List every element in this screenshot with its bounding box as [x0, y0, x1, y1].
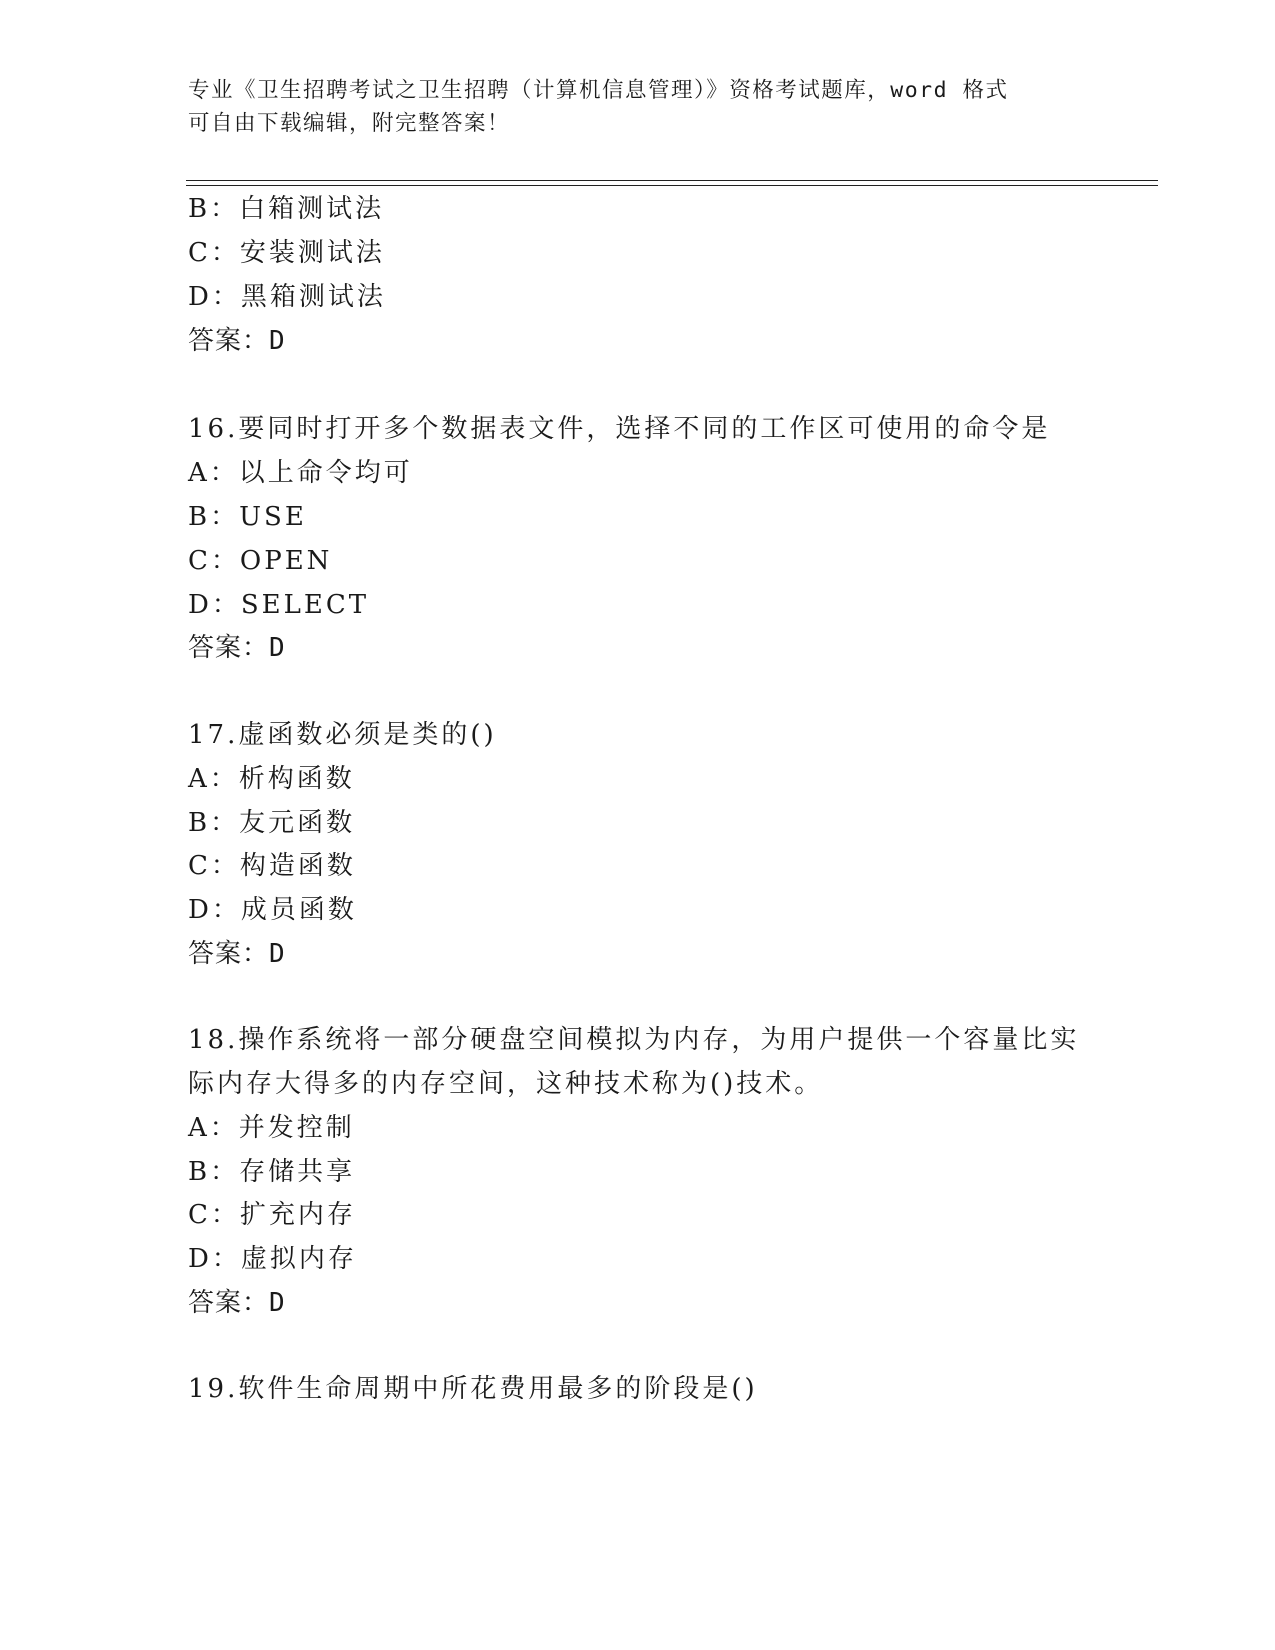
answer-line: [188, 325, 286, 357]
question-17-option-a: A：析构函数: [188, 764, 355, 794]
question-16-option-a: A：以上命令均可: [188, 458, 413, 488]
question-16-text: 16.要同时打开多个数据表文件，选择不同的工作区可使用的命令是: [188, 414, 1051, 444]
answer-label: 答案：: [188, 326, 270, 356]
question-17-option-c: C：构造函数: [188, 851, 356, 881]
question-17-text: 17.虚函数必须是类的(): [188, 720, 497, 750]
option-c: C：安装测试法: [188, 238, 385, 268]
answer-value: D: [269, 326, 286, 356]
question-16-option-d: D：SELECT: [188, 590, 370, 620]
answer-value: D: [269, 1288, 286, 1318]
header-divider-top: [186, 180, 1158, 181]
header-line-1: 专业《卫生招聘考试之卫生招聘（计算机信息管理）》资格考试题库，word 格式: [188, 78, 1009, 103]
header-divider-bottom: [186, 185, 1158, 186]
question-18-answer: [188, 1287, 286, 1319]
option-d: D：黑箱测试法: [188, 282, 386, 312]
question-17-option-d: D：成员函数: [188, 895, 357, 925]
answer-label: 答案：: [188, 939, 270, 969]
answer-label: 答案：: [188, 1288, 270, 1318]
question-18-option-d: D：虚拟内存: [188, 1244, 357, 1274]
answer-label: 答案：: [188, 633, 270, 663]
question-18-text-line-1: 18.操作系统将一部分硬盘空间模拟为内存，为用户提供一个容量比实: [188, 1025, 1080, 1055]
question-16-option-c: C：OPEN: [188, 546, 333, 576]
header-line-2: 可自由下载编辑，附完整答案！: [188, 111, 511, 136]
question-16-option-b: B：USE: [188, 502, 307, 532]
question-18-option-c: C：扩充内存: [188, 1200, 356, 1230]
option-b: B：白箱测试法: [188, 194, 385, 224]
question-18-option-b: B：存储共享: [188, 1157, 356, 1187]
answer-value: D: [269, 633, 286, 663]
answer-value: D: [269, 939, 286, 969]
question-17-answer: [188, 938, 286, 970]
question-19-text: 19.软件生命周期中所花费用最多的阶段是(): [188, 1374, 758, 1404]
question-16-answer: [188, 632, 286, 664]
question-17-option-b: B：友元函数: [188, 808, 356, 838]
question-18-option-a: A：并发控制: [188, 1113, 355, 1143]
document-header: [188, 74, 1068, 140]
question-18-text-line-2: 际内存大得多的内存空间，这种技术称为()技术。: [188, 1069, 824, 1099]
